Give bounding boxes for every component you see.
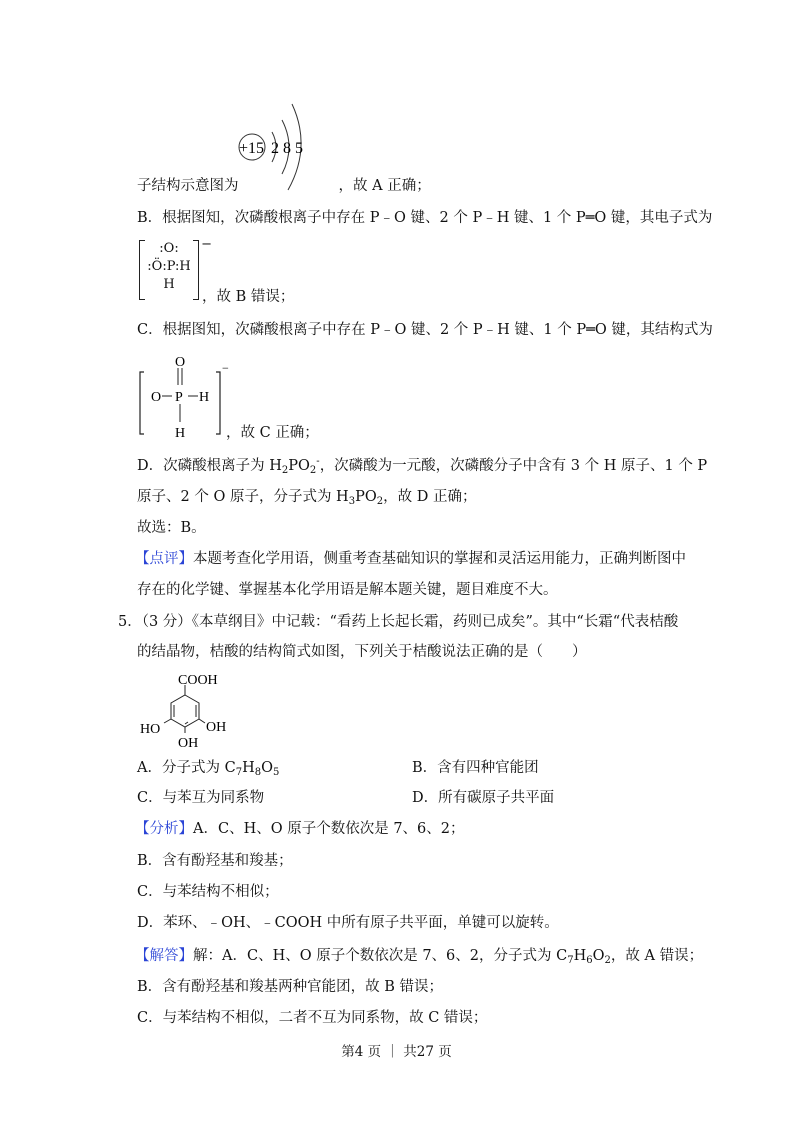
svg-text:OH: OH [206, 720, 227, 735]
svg-text:H: H [175, 426, 186, 441]
text-line: D．苯环、﹣OH、﹣COOH 中所有原子共平面，单键可以旋转。 [137, 915, 559, 931]
svg-text:HO: HO [140, 722, 161, 737]
gallic-acid-structure [138, 668, 238, 750]
option-b: B．含有四种官能团 [412, 760, 539, 776]
analysis-tag: 【分析】 [135, 821, 193, 837]
svg-text:−: − [222, 361, 229, 375]
text-line: ，故 C 正确； [226, 425, 319, 441]
text-line: D．次磷酸根离子为 $H_2PO_2^-$，次磷酸为一元酸，次磷酸分子中含有 3 个 H 原子、1 个 P [137, 456, 708, 476]
svg-text:O: O [175, 355, 186, 370]
analysis-line: 【分析】A．C、H、O 原子个数依次是 7、6、2； [135, 821, 465, 837]
structural-formula [138, 350, 238, 442]
text-line: C．根据图知，次磷酸根离子中存在 P﹣O 键、2 个 P﹣H 键、1 个 P═O 键，其结构式为 [137, 322, 713, 338]
option-a: A．分子式为 $C_7H_8O_5$ [137, 760, 280, 778]
option-c: C．与苯互为同系物 [137, 790, 265, 806]
svg-text:OH: OH [178, 736, 199, 750]
electron-formula: :O: :Ö:P:H H − [139, 240, 199, 300]
answer-tag: 【解答】 [135, 948, 193, 964]
text-line: 存在的化学键、掌握基本化学用语是解本题关键，题目难度不大。 [137, 582, 558, 598]
svg-text:COOH: COOH [178, 673, 218, 688]
text-line: 的结晶物，桔酸的结构简式如图，下列关于桔酸说法正确的是（ ） [137, 644, 587, 660]
text-line: B．含有酚羟基和羧基两种官能团，故 B 错误； [137, 979, 444, 995]
shell-2: 8 [283, 140, 291, 157]
shell-1: 2 [271, 140, 279, 157]
text-line: B．含有酚羟基和羧基； [137, 853, 293, 869]
page-footer: 第4 页 ｜ 共27 页 [341, 1044, 452, 1060]
question-5-stem: 5．（3 分）《本草纲目》中记载：“看药上长起长霜，药则已成矣”。其中“长霜“代表桔酸 [118, 614, 679, 630]
text-line: 子结构示意图为 ，故 A 正确； [137, 178, 431, 194]
option-d: D．所有碳原子共平面 [412, 790, 555, 806]
comment-tag: 【点评】 [135, 551, 193, 567]
text-line: 故选：B。 [137, 520, 206, 536]
nucleus-charge: +15 [239, 140, 265, 157]
shell-3: 5 [295, 140, 303, 157]
text-line: C．与苯结构不相似，二者不互为同系物，故 C 错误； [137, 1010, 488, 1026]
text-line: 原子、2 个 O 原子，分子式为 $H_3PO_2$，故 D 正确； [137, 489, 477, 507]
text-line: ，故 B 错误； [202, 289, 295, 305]
svg-text:O: O [151, 390, 162, 405]
svg-text:H: H [199, 390, 210, 405]
text-line: B．根据图知，次磷酸根离子中存在 P﹣O 键、2 个 P﹣H 键、1 个 P═O 键，其电子式为 [137, 210, 713, 226]
comment-line: 【点评】本题考查化学用语，侧重考查基础知识的掌握和灵活运用能力，正确判断图中 [135, 551, 686, 567]
text-line: C．与苯结构不相似； [137, 884, 279, 900]
svg-text:P: P [175, 390, 183, 405]
answer-line: 【解答】解：A．C、H、O 原子个数依次是 7、6、2，分子式为 $C_7H_6O_2$，故 A 错误； [135, 948, 704, 966]
